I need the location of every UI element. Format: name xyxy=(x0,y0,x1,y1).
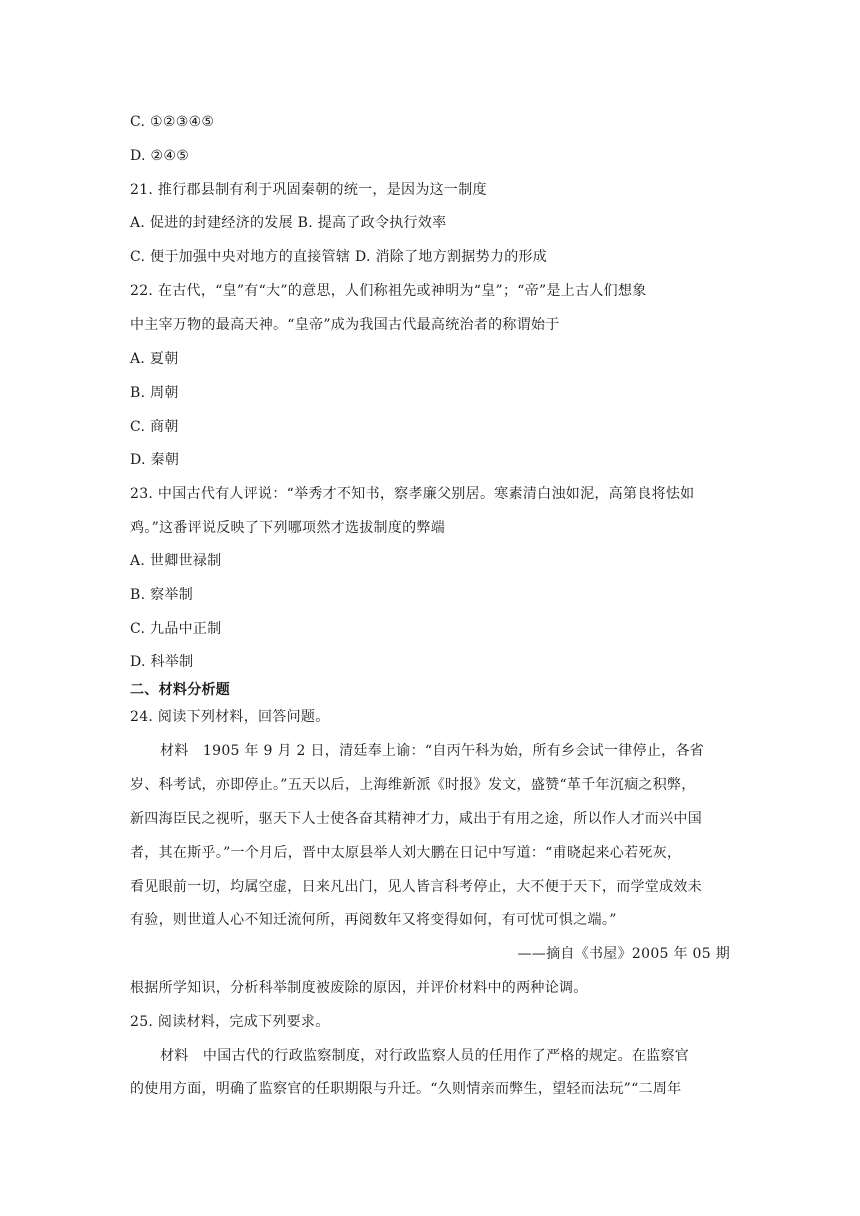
question-25: 25. 阅读材料，完成下列要求。 xyxy=(130,1014,330,1030)
material-24-line6: 有验，则世道人心不知迁流何所，再阅数年又将变得如何，有可忧可惧之端。” xyxy=(130,912,617,928)
material-25-line2: 的使用方面，明确了监察官的任职期限与升迁。“久则情亲而弊生，望轻而法玩”“二周年 xyxy=(130,1081,682,1097)
option-c-q23: C. 九品中正制 xyxy=(130,621,222,637)
option-b-q23: B. 察举制 xyxy=(130,587,193,603)
option-c-q20: C. ①②③④⑤ xyxy=(130,114,215,130)
option-cd-q21: C. 便于加强中央对地方的直接管辖 D. 消除了地方割据势力的形成 xyxy=(130,249,548,265)
section-heading: 二、材料分析题 xyxy=(130,682,231,698)
question-22-line1: 22. 在古代，“皇”有“大”的意思，人们称祖先或神明为“皇”；“帝”是上古人们想象 xyxy=(130,283,647,299)
question-22-line2: 中主宰万物的最高天神。“皇帝”成为我国古代最高统治者的称谓始于 xyxy=(130,317,560,333)
option-d-q22: D. 秦朝 xyxy=(130,452,180,468)
option-a-q23: A. 世卿世禄制 xyxy=(130,553,222,569)
question-21: 21. 推行郡县制有利于巩固秦朝的统一，是因为这一制度 xyxy=(130,182,487,198)
material-24-source: ——摘自《书屋》2005 年 05 期 xyxy=(517,946,730,962)
option-d-q23: D. 科举制 xyxy=(130,654,194,670)
material-24-line5: 看见眼前一切，均属空虚，日来凡出门，见人皆言科考停止，大不便于天下，而学堂成效未 xyxy=(130,879,702,895)
material-24-line4: 者，其在斯乎。”一个月后，晋中太原县举人刘大鹏在日记中写道：“甫晓起来心若死灰， xyxy=(130,845,682,861)
option-a-q22: A. 夏朝 xyxy=(130,351,179,367)
question-23-line1: 23. 中国古代有人评说：“举秀才不知书，察孝廉父别居。寒素清白浊如泥，高第良将怯如 xyxy=(130,486,695,502)
material-24-line2: 岁、科考试，亦即停止。”五天以后，上海维新派《时报》发文，盛赞“革千年沉痼之积弊， xyxy=(130,777,696,793)
question-24-task: 根据所学知识，分析科举制度被废除的原因，并评价材料中的两种论调。 xyxy=(130,980,588,996)
option-d-q20: D. ②④⑤ xyxy=(130,148,190,164)
option-c-q22: C. 商朝 xyxy=(130,419,179,435)
material-25-line1: 材料 中国古代的行政监察制度，对行政监察人员的任用作了严格的规定。在监察官 xyxy=(160,1048,690,1064)
material-24-line1: 材料 1905 年 9 月 2 日，清廷奉上谕：“自丙午科为始，所有乡会试一律停止，各省 xyxy=(160,743,705,759)
option-ab-q21: A. 促进的封建经济的发展 B. 提高了政令执行效率 xyxy=(130,215,447,231)
option-b-q22: B. 周朝 xyxy=(130,385,179,401)
material-24-line3: 新四海臣民之视听，驱天下人士使各奋其精神才力，咸出于有用之途，所以作人才而兴中国 xyxy=(130,811,702,827)
question-23-line2: 鸡。”这番评说反映了下列哪项然才选拔制度的弊端 xyxy=(130,520,446,536)
question-24: 24. 阅读下列材料，回答问题。 xyxy=(130,709,330,725)
